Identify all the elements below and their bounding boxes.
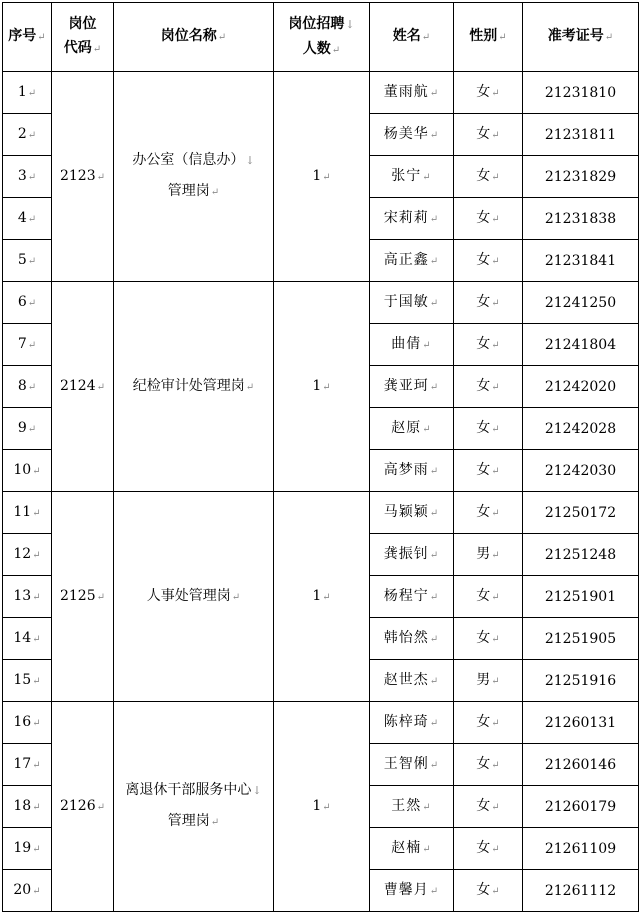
header-row <box>3 3 639 72</box>
cell-name: 高梦雨↵ <box>370 450 454 492</box>
header-name: 姓名↵ <box>370 3 454 72</box>
cell-recruit-count: 1↵ <box>274 282 370 492</box>
cell-name: 赵原↵ <box>370 408 454 450</box>
table-header <box>3 3 639 72</box>
cell-gender: 男↵ <box>454 534 523 576</box>
cell-exam-id: 21250172 <box>523 492 639 534</box>
cell-gender: 女↵ <box>454 72 523 114</box>
cell-seq: 17↵ <box>3 744 52 786</box>
cell-position-name: 离退休干部服务中心↓ 管理岗↵ <box>114 702 274 912</box>
cell-gender: 女↵ <box>454 618 523 660</box>
cell-seq: 7↵ <box>3 324 52 366</box>
cell-exam-id: 21241804 <box>523 324 639 366</box>
cell-seq: 4↵ <box>3 198 52 240</box>
cell-seq: 8↵ <box>3 366 52 408</box>
cell-seq: 3↵ <box>3 156 52 198</box>
cell-seq: 2↵ <box>3 114 52 156</box>
cell-seq: 6↵ <box>3 282 52 324</box>
cell-seq: 14↵ <box>3 618 52 660</box>
cell-name: 曹馨月↵ <box>370 870 454 912</box>
cell-exam-id: 21261109 <box>523 828 639 870</box>
cell-exam-id: 21260131 <box>523 702 639 744</box>
cell-exam-id: 21231829 <box>523 156 639 198</box>
cell-name: 龚亚珂↵ <box>370 366 454 408</box>
header-position-code: 岗位 代码↵ <box>52 3 114 72</box>
cell-recruit-count: 1↵ <box>274 492 370 702</box>
cell-name: 陈梓琦↵ <box>370 702 454 744</box>
cell-gender: 女↵ <box>454 198 523 240</box>
cell-seq: 19↵ <box>3 828 52 870</box>
cell-position-code: 2123↵ <box>52 72 114 282</box>
cell-exam-id: 21241250 <box>523 282 639 324</box>
cell-position-name: 人事处管理岗↵ <box>114 492 274 702</box>
header-seq: 序号↵ <box>3 3 52 72</box>
cell-seq: 16↵ <box>3 702 52 744</box>
table-row <box>3 72 639 114</box>
cell-name: 董雨航↵ <box>370 72 454 114</box>
cell-exam-id: 21242028 <box>523 408 639 450</box>
cell-recruit-count: 1↵ <box>274 72 370 282</box>
cell-gender: 女↵ <box>454 576 523 618</box>
cell-position-code: 2125↵ <box>52 492 114 702</box>
cell-gender: 女↵ <box>454 240 523 282</box>
cell-exam-id: 21231810 <box>523 72 639 114</box>
cell-exam-id: 21251248 <box>523 534 639 576</box>
cell-exam-id: 21260146 <box>523 744 639 786</box>
cell-gender: 女↵ <box>454 744 523 786</box>
cell-gender: 女↵ <box>454 324 523 366</box>
cell-seq: 10↵ <box>3 450 52 492</box>
cell-position-code: 2124↵ <box>52 282 114 492</box>
cell-exam-id: 21231841 <box>523 240 639 282</box>
cell-exam-id: 21261112 <box>523 870 639 912</box>
cell-name: 赵楠↵ <box>370 828 454 870</box>
cell-seq: 13↵ <box>3 576 52 618</box>
cell-seq: 18↵ <box>3 786 52 828</box>
cell-gender: 女↵ <box>454 702 523 744</box>
cell-gender: 女↵ <box>454 492 523 534</box>
cell-exam-id: 21242030 <box>523 450 639 492</box>
cell-exam-id: 21251905 <box>523 618 639 660</box>
cell-gender: 女↵ <box>454 828 523 870</box>
cell-name: 杨美华↵ <box>370 114 454 156</box>
cell-name: 张宁↵ <box>370 156 454 198</box>
cell-name: 曲倩↵ <box>370 324 454 366</box>
cell-position-code: 2126↵ <box>52 702 114 912</box>
cell-position-name: 纪检审计处管理岗↵ <box>114 282 274 492</box>
cell-seq: 1↵ <box>3 72 52 114</box>
cell-exam-id: 21260179 <box>523 786 639 828</box>
cell-seq: 15↵ <box>3 660 52 702</box>
header-gender: 性别↵ <box>454 3 523 72</box>
cell-gender: 女↵ <box>454 282 523 324</box>
cell-exam-id: 21231838 <box>523 198 639 240</box>
cell-name: 龚振钊↵ <box>370 534 454 576</box>
cell-seq: 20↵ <box>3 870 52 912</box>
cell-gender: 女↵ <box>454 870 523 912</box>
cell-gender: 女↵ <box>454 156 523 198</box>
cell-name: 于国敏↵ <box>370 282 454 324</box>
cell-name: 王智俐↵ <box>370 744 454 786</box>
header-recruit-count: 岗位招聘↓ 人数↵ <box>274 3 370 72</box>
cell-gender: 女↵ <box>454 114 523 156</box>
cell-name: 宋莉莉↵ <box>370 198 454 240</box>
table-row <box>3 282 639 324</box>
cell-name: 韩怡然↵ <box>370 618 454 660</box>
table-row <box>3 702 639 744</box>
cell-gender: 女↵ <box>454 366 523 408</box>
cell-gender: 女↵ <box>454 408 523 450</box>
cell-gender: 女↵ <box>454 786 523 828</box>
cell-seq: 9↵ <box>3 408 52 450</box>
cell-exam-id: 21251916 <box>523 660 639 702</box>
header-exam-id: 准考证号↵ <box>523 3 639 72</box>
cell-seq: 5↵ <box>3 240 52 282</box>
cell-recruit-count: 1↵ <box>274 702 370 912</box>
cell-exam-id: 21231811 <box>523 114 639 156</box>
cell-name: 马颖颖↵ <box>370 492 454 534</box>
cell-seq: 12↵ <box>3 534 52 576</box>
candidate-table <box>2 2 639 912</box>
cell-name: 赵世杰↵ <box>370 660 454 702</box>
cell-position-name: 办公室（信息办）↓ 管理岗↵ <box>114 72 274 282</box>
cell-name: 王然↵ <box>370 786 454 828</box>
cell-name: 高正鑫↵ <box>370 240 454 282</box>
cell-name: 杨程宁↵ <box>370 576 454 618</box>
cell-exam-id: 21242020 <box>523 366 639 408</box>
cell-exam-id: 21251901 <box>523 576 639 618</box>
header-position-name: 岗位名称↵ <box>114 3 274 72</box>
table-body <box>3 72 639 912</box>
cell-gender: 女↵ <box>454 450 523 492</box>
cell-seq: 11↵ <box>3 492 52 534</box>
table-row <box>3 492 639 534</box>
cell-gender: 男↵ <box>454 660 523 702</box>
